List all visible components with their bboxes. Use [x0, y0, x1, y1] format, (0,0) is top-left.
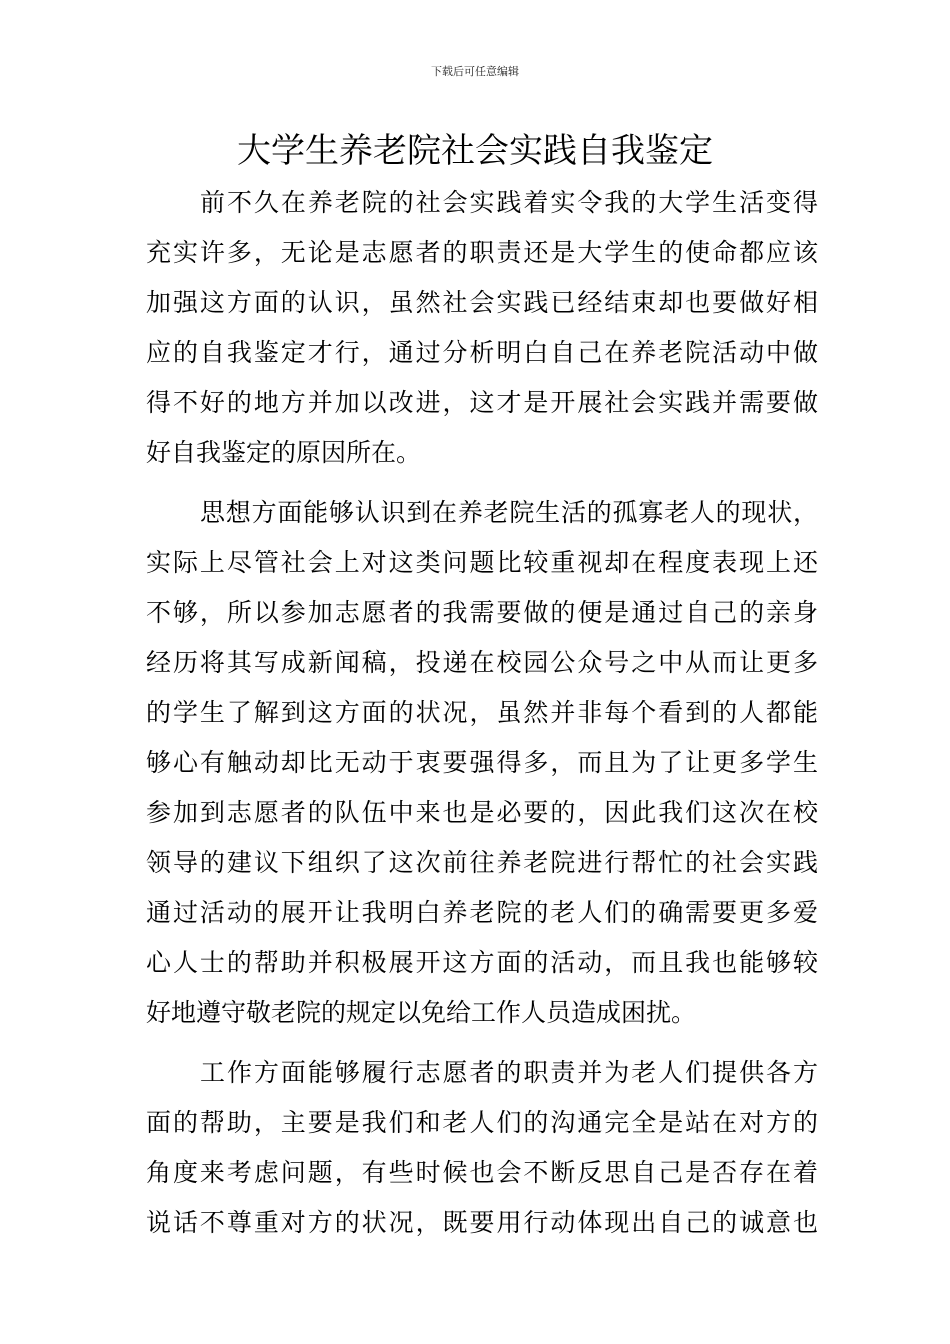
document-body — [146, 178, 818, 1258]
text-line: 心人士的帮助并积极展开这方面的活动，而且我也能够较 — [146, 948, 818, 977]
text-line: 不够，所以参加志愿者的我需要做的便是通过自己的亲身 — [146, 598, 818, 627]
text-line: 实际上尽管社会上对这类问题比较重视却在程度表现上还 — [146, 548, 818, 577]
text-line: 工作方面能够履行志愿者的职责并为老人们提供各方 — [200, 1058, 818, 1087]
text-line: 好自我鉴定的原因所在。 — [146, 438, 422, 467]
text-line: 够心有触动却比无动于衷要强得多，而且为了让更多学生 — [146, 748, 818, 777]
text-line: 通过活动的展开让我明白养老院的老人们的确需要更多爱 — [146, 898, 818, 927]
paragraph — [146, 178, 818, 478]
text-line: 思想方面能够认识到在养老院生活的孤寡老人的现状， — [200, 498, 818, 527]
text-line: 得不好的地方并加以改进，这才是开展社会实践并需要做 — [146, 388, 818, 417]
document-title: 大学生养老院社会实践自我鉴定 — [237, 131, 713, 171]
text-line: 参加到志愿者的队伍中来也是必要的，因此我们这次在校 — [146, 798, 818, 827]
text-line: 面的帮助，主要是我们和老人们的沟通完全是站在对方的 — [146, 1108, 818, 1137]
text-line: 好地遵守敬老院的规定以免给工作人员造成困扰。 — [146, 998, 697, 1027]
text-line: 应的自我鉴定才行，通过分析明白自己在养老院活动中做 — [146, 338, 818, 367]
text-line: 加强这方面的认识，虽然社会实践已经结束却也要做好相 — [146, 288, 818, 317]
text-line: 领导的建议下组织了这次前往养老院进行帮忙的社会实践 — [146, 848, 818, 877]
paragraph — [146, 1048, 818, 1248]
text-line: 经历将其写成新闻稿，投递在校园公众号之中从而让更多 — [146, 648, 818, 677]
header-note: 下载后可任意编辑 — [431, 65, 519, 78]
paragraph — [146, 488, 818, 1038]
text-line: 角度来考虑问题，有些时候也会不断反思自己是否存在着 — [146, 1158, 818, 1187]
text-line: 前不久在养老院的社会实践着实令我的大学生活变得 — [200, 188, 818, 217]
text-line: 说话不尊重对方的状况，既要用行动体现出自己的诚意也 — [146, 1208, 818, 1237]
text-line: 充实许多，无论是志愿者的职责还是大学生的使命都应该 — [146, 238, 818, 267]
text-line: 的学生了解到这方面的状况，虽然并非每个看到的人都能 — [146, 698, 818, 727]
